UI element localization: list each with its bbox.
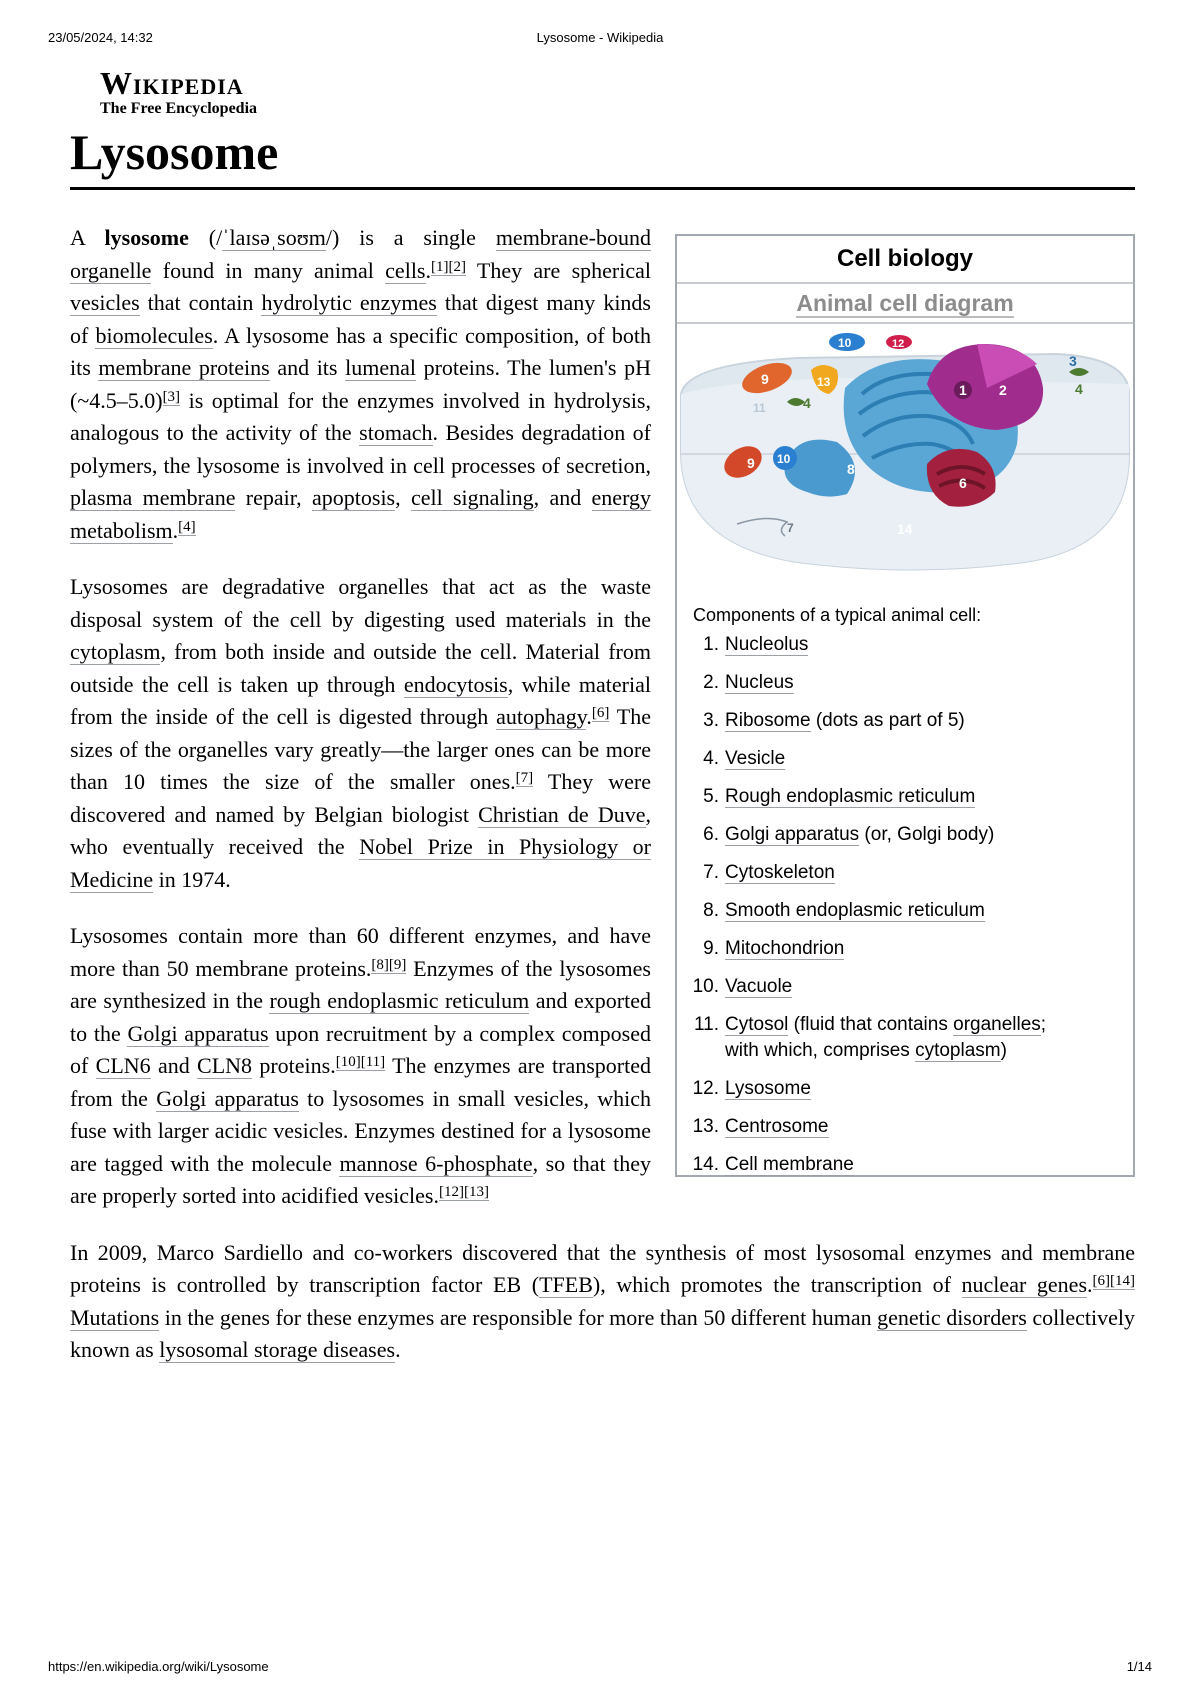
link-apoptosis[interactable]: apoptosis <box>312 485 396 510</box>
link-cells[interactable]: cells <box>385 257 426 283</box>
paragraph-function: Lysosomes are degradative organelles that act as the waste disposal system of the cell by digesting used materials in the cytoplasm, from both inside and outside the cell. Material from outside the cell is taken up through endocytosis, while material from the inside of the cell is digested through autophagy.[6] The sizes of the organelles vary greatly—the larger ones can be more than 10 times the size of the smaller ones.[7] They were discovered and named by Belgian biologist Christian de Duve, who eventually received the Nobel Prize in Physiology or Medicine in 1974. <box>70 574 652 892</box>
link-cln8[interactable]: CLN8 <box>197 1053 253 1078</box>
citation-9[interactable]: [9] <box>388 956 407 973</box>
print-page-title: Lysosome - Wikipedia <box>536 30 664 45</box>
print-page-number: 1/14 <box>1126 1659 1152 1674</box>
link-cell-signaling[interactable]: cell signaling <box>410 485 534 510</box>
diagram-label-14: 14 <box>897 521 913 537</box>
citation-8[interactable]: [8] <box>371 956 389 973</box>
link-nuclear-genes[interactable]: nuclear genes <box>961 1272 1088 1297</box>
citation-1[interactable]: [1] <box>431 258 449 275</box>
link-golgi-body-1[interactable]: Golgi apparatus <box>127 1020 269 1046</box>
link-smooth-er[interactable]: Smooth endoplasmic reticulum <box>725 900 985 921</box>
link-lumenal[interactable]: lumenal <box>345 355 416 380</box>
diagram-label-9a: 9 <box>761 371 769 387</box>
cell-component-list <box>677 632 1133 1178</box>
diagram-label-9b: 9 <box>747 455 755 471</box>
citation-7[interactable]: [7] <box>515 770 534 786</box>
link-mitochondrion[interactable]: Mitochondrion <box>725 938 845 959</box>
citation-12[interactable]: [12] <box>438 1184 464 1200</box>
diagram-label-2: 2 <box>999 382 1007 398</box>
link-organelles[interactable]: organelles <box>953 1014 1041 1035</box>
list-item: 5. Rough endoplasmic reticulum <box>703 786 976 807</box>
list-item: 7. Cytoskeleton <box>703 862 835 883</box>
list-item: 10. Vacuole <box>692 976 793 997</box>
diagram-label-13: 13 <box>817 375 831 389</box>
paragraph-intro: A lysosome (/ˈlaɪsəˌsoʊm/) is a single membrane-bound organelle found in many animal cells.[1][2] They are spherical vesicles that contain hydrolytic enzymes that digest many kinds of biomolecules. A lysosome has a specific composition, of both its membrane proteins and its lumenal proteins. The lumen's pH (~4.5–5.0)[3] is optimal for the enzymes involved in hydrolysis, analogous to the activity of the stomach. Besides degradation of polymers, the lysosome is involved in cell processes of secretion, plasma membrane repair, apoptosis, cell signaling, and energy metabolism.[4] <box>70 225 652 543</box>
link-rough-er[interactable]: Rough endoplasmic reticulum <box>725 786 976 807</box>
list-item: 2. Nucleus <box>703 672 794 693</box>
link-energy-metabolism[interactable]: energy metabolism <box>70 485 652 543</box>
link-cytoplasm-body[interactable]: cytoplasm <box>70 639 161 664</box>
link-cytosol[interactable]: Cytosol <box>725 1014 789 1035</box>
link-golgi-body-2[interactable]: Golgi apparatus <box>156 1085 299 1111</box>
link-tfeb[interactable]: TFEB <box>539 1272 593 1297</box>
link-cytoskeleton[interactable]: Cytoskeleton <box>725 862 835 883</box>
link-cell-membrane[interactable]: Cell membrane <box>725 1154 854 1175</box>
diagram-label-4b: 4 <box>803 395 811 411</box>
link-nobel-prize[interactable]: Nobel Prize in Physiology or Medicine <box>70 834 651 892</box>
link-endocytosis[interactable]: endocytosis <box>403 671 508 697</box>
link-membrane-proteins[interactable]: membrane proteins <box>98 355 270 380</box>
infobox-caption: Components of a typical animal cell: <box>693 605 982 625</box>
link-hydrolytic-enzymes[interactable]: hydrolytic enzymes <box>261 290 437 315</box>
list-item: 4. Vesicle <box>703 748 786 769</box>
link-lysosome[interactable]: Lysosome <box>725 1078 811 1099</box>
citation-6b[interactable]: [6] <box>1092 1273 1111 1289</box>
citation-13[interactable]: [13] <box>463 1184 489 1200</box>
diagram-label-8: 8 <box>847 461 855 477</box>
link-membrane-bound-organelle[interactable]: membrane-bound organelle <box>70 225 651 283</box>
diagram-label-10b: 10 <box>777 452 791 466</box>
diagram-label-12: 12 <box>892 338 905 350</box>
link-vacuole[interactable]: Vacuole <box>725 976 793 997</box>
citation-11[interactable]: [11] <box>360 1054 386 1070</box>
title-divider <box>70 187 1135 190</box>
link-cytoplasm[interactable]: cytoplasm <box>915 1040 1001 1061</box>
citation-6[interactable]: [6] <box>591 705 610 721</box>
diagram-label-7: 7 <box>787 521 794 535</box>
list-item: 6. Golgi apparatus (or, Golgi body) <box>703 824 995 845</box>
link-mannose-6-phosphate[interactable]: mannose 6-phosphate <box>339 1150 533 1176</box>
citation-2[interactable]: [2] <box>448 258 466 275</box>
link-plasma-membrane[interactable]: plasma membrane <box>70 485 236 510</box>
infobox-subtitle[interactable] <box>677 284 1133 324</box>
link-cln6[interactable]: CLN6 <box>95 1053 151 1078</box>
link-vesicle[interactable]: Vesicle <box>725 748 786 769</box>
list-item: 11. Cytosol (fluid that contains organelles; with which, comprises cytoplasm) <box>693 1014 1047 1061</box>
diagram-label-4a: 4 <box>1075 381 1083 397</box>
list-item: 1. Nucleolus <box>703 634 809 655</box>
link-mutations[interactable]: Mutations <box>70 1304 160 1330</box>
print-timestamp: 23/05/2024, 14:32 <box>48 30 153 45</box>
logo-tagline: The Free Encyclopedia <box>100 100 258 117</box>
animal-cell-diagram[interactable] <box>677 324 1133 586</box>
infobox-subtitle-link[interactable]: Animal cell diagram <box>796 290 1014 316</box>
print-footer <box>48 1659 1152 1679</box>
list-item: 8. Smooth endoplasmic reticulum <box>703 900 985 921</box>
page-title: Lysosome <box>70 124 279 180</box>
link-centrosome[interactable]: Centrosome <box>725 1116 829 1137</box>
list-item: 13. Centrosome <box>692 1116 829 1137</box>
print-header <box>48 30 1152 50</box>
link-golgi[interactable]: Golgi apparatus <box>725 824 860 845</box>
diagram-label-1: 1 <box>959 382 967 398</box>
link-genetic-disorders[interactable]: genetic disorders <box>877 1304 1027 1330</box>
list-item: 3. Ribosome (dots as part of 5) <box>703 710 965 731</box>
list-item: 9. Mitochondrion <box>703 938 845 959</box>
link-lysosomal-storage-diseases[interactable]: lysosomal storage diseases <box>159 1337 396 1362</box>
diagram-label-3: 3 <box>1069 353 1077 369</box>
link-autophagy[interactable]: autophagy <box>496 704 587 729</box>
link-christian-de-duve[interactable]: Christian de Duve <box>478 801 646 827</box>
citation-4[interactable]: [4] <box>178 518 196 535</box>
diagram-label-11: 11 <box>753 401 766 415</box>
link-nucleolus[interactable]: Nucleolus <box>725 634 809 655</box>
link-vesicles[interactable]: vesicles <box>70 290 140 315</box>
link-nucleus[interactable]: Nucleus <box>725 672 794 693</box>
diagram-label-10a: 10 <box>838 336 852 350</box>
citation-10[interactable]: [10] <box>335 1054 361 1070</box>
link-ribosome[interactable]: Ribosome <box>725 710 811 731</box>
link-rough-er-body[interactable]: rough endoplasmic reticulum <box>269 988 530 1013</box>
print-url: https://en.wikipedia.org/wiki/Lysosome <box>48 1659 269 1674</box>
bold-term: lysosome <box>104 225 189 250</box>
wikipedia-logo[interactable] <box>100 67 257 118</box>
article-body <box>70 222 1135 1391</box>
paragraph-tfeb: In 2009, Marco Sardiello and co-workers discovered that the synthesis of most lysosomal enzymes and membrane proteins is controlled by transcription factor EB (TFEB), which promotes the transcription of nuclear genes.[6][14] Mutations in the genes for these enzymes are responsible for more than 50 different human genetic disorders collectively known as lysosomal storage diseases. <box>70 1239 1136 1362</box>
diagram-label-6: 6 <box>959 475 967 491</box>
infobox-title: Cell biology <box>677 236 1133 284</box>
citation-3[interactable]: [3] <box>162 388 181 405</box>
citation-14[interactable]: [14] <box>1110 1273 1136 1289</box>
cell-diagram-svg <box>677 324 1133 586</box>
paragraph-enzymes: Lysosomes contain more than 60 different enzymes, and have more than 50 membrane proteins.[8][9] Enzymes of the lysosomes are synthesized in the rough endoplasmic reticulum and exported to the Golgi apparatus upon recruitment by a complex composed of CLN6 and CLN8 proteins.[10][11] The enzymes are transported from the Golgi apparatus to lysosomes in small vesicles, which fuse with larger acidic vesicles. Enzymes destined for a lysosome are tagged with the molecule mannose 6-phosphate, so that they are properly sorted into acidified vesicles.[12][13] <box>70 923 652 1208</box>
list-item: 12. Lysosome <box>692 1078 811 1099</box>
infobox <box>675 234 1135 1177</box>
ipa-link[interactable]: ˈlaɪsəˌsoʊm <box>222 225 326 250</box>
list-item: 14. Cell membrane <box>692 1154 854 1175</box>
logo-wordmark: Wikipedia <box>100 65 244 101</box>
link-stomach[interactable]: stomach <box>359 420 433 445</box>
link-biomolecules[interactable]: biomolecules <box>95 322 213 348</box>
